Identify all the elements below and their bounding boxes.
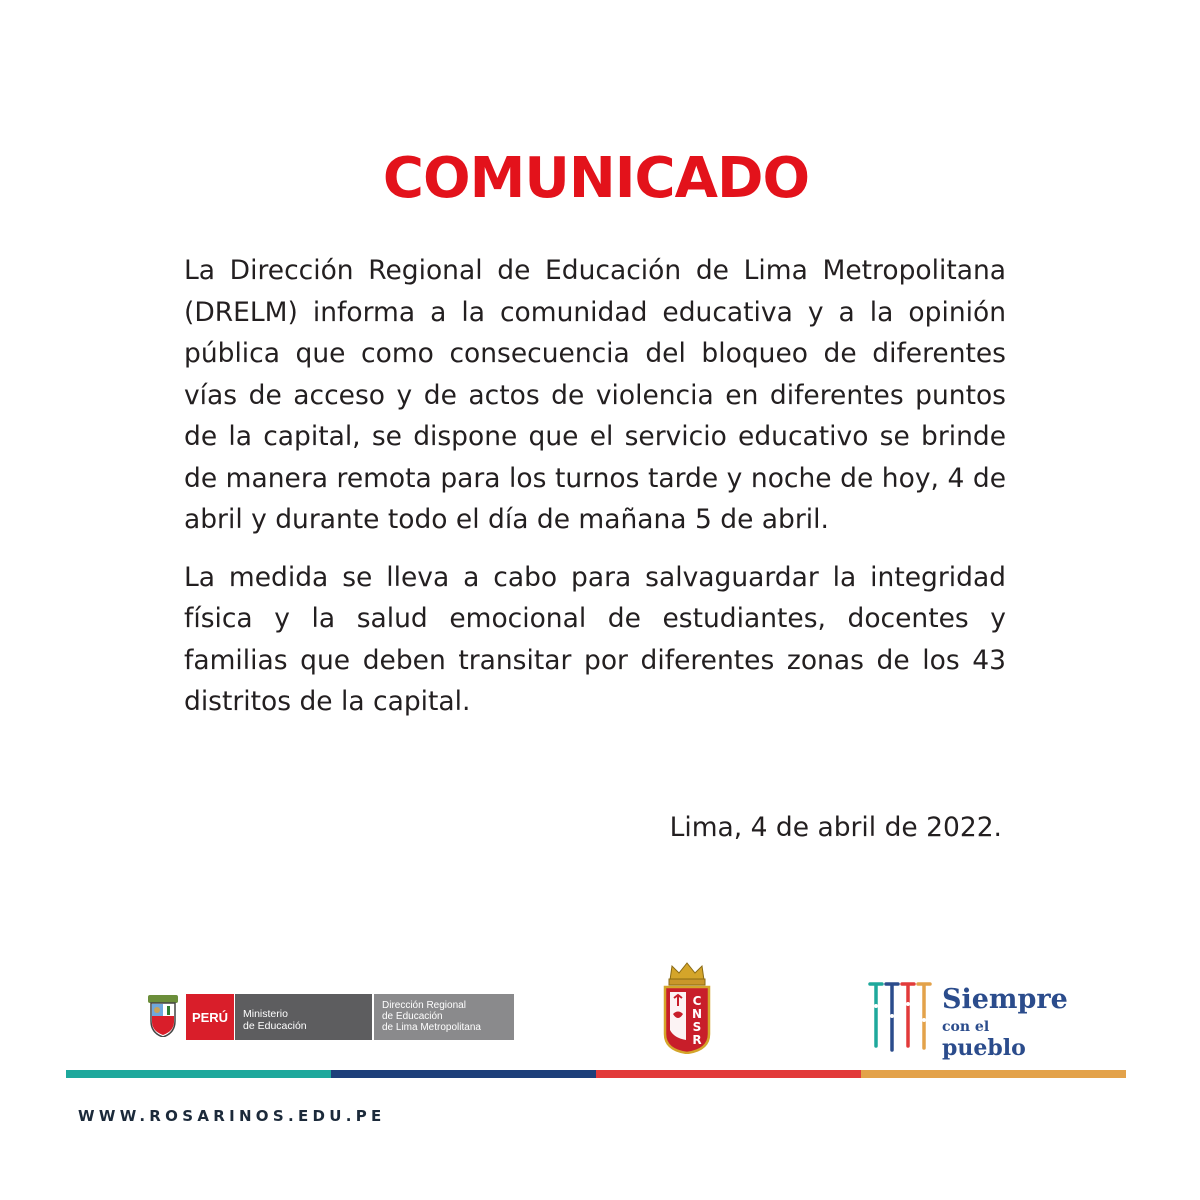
- notice-paragraph-2: La medida se lleva a cabo para salvaguardar la integridad física y la salud emocional de estudiantes, docentes y familias que deben transitar por diferentes zonas de los 43 distritos de la capital.: [184, 561, 1006, 717]
- website-link[interactable]: WWW.ROSARINOS.EDU.PE: [78, 1107, 386, 1125]
- peru-label: PERÚ: [186, 994, 234, 1040]
- crest-letter-r: R: [692, 1033, 702, 1047]
- drelm-label: [374, 994, 514, 1040]
- notice-date: Lima, 4 de abril de 2022.: [669, 812, 1002, 843]
- crest-letter-n: N: [691, 1007, 703, 1021]
- crest-letter-c: C: [692, 994, 702, 1008]
- notice-paragraph-1: La Dirección Regional de Educación de Lima Metropolitana (DRELM) informa a la comunidad educativa y a la opinión pública que como consecuencia del bloqueo de diferentes vías de acceso y de actos de violencia en diferentes puntos de la capital, se dispone que el servicio educativo se brinde de manera remota para los turnos tarde y noche de hoy, 4 de abril y durante todo el día de mañana 5 de abril.: [184, 255, 1006, 535]
- notice-title: COMUNICADO: [382, 146, 810, 211]
- crest-letter-s: S: [692, 1020, 702, 1034]
- color-stripe: [66, 1070, 1126, 1078]
- slogan-big-word: pueblo: [942, 1035, 1026, 1061]
- stripe-segment-navy: [331, 1070, 596, 1078]
- drelm-line-3: de Lima Metropolitana: [382, 1022, 481, 1033]
- stripe-segment-orange: [861, 1070, 1126, 1078]
- ministry-line-1: Ministerio: [243, 1008, 288, 1020]
- slogan-line-1: Siempre: [942, 984, 1068, 1015]
- notice-card: [66, 28, 1126, 1080]
- colored-figures-icon: [866, 976, 940, 1056]
- ministry-line-2: de Educación: [243, 1020, 307, 1032]
- slogan-line-2: [942, 1016, 1076, 1061]
- drelm-line-2: de Educación: [382, 1011, 443, 1022]
- siempre-con-el-pueblo-logo: [866, 976, 1076, 1061]
- school-crest-icon: [662, 960, 712, 1054]
- notice-body: [184, 250, 1006, 739]
- stripe-segment-teal: [66, 1070, 331, 1078]
- peru-coat-of-arms-icon: [146, 995, 180, 1037]
- drelm-line-1: Dirección Regional: [382, 1000, 466, 1011]
- stripe-segment-red: [596, 1070, 861, 1078]
- slogan-small-words: con el: [942, 1019, 990, 1035]
- ministry-label: [234, 994, 372, 1040]
- minedu-logo: [146, 992, 516, 1042]
